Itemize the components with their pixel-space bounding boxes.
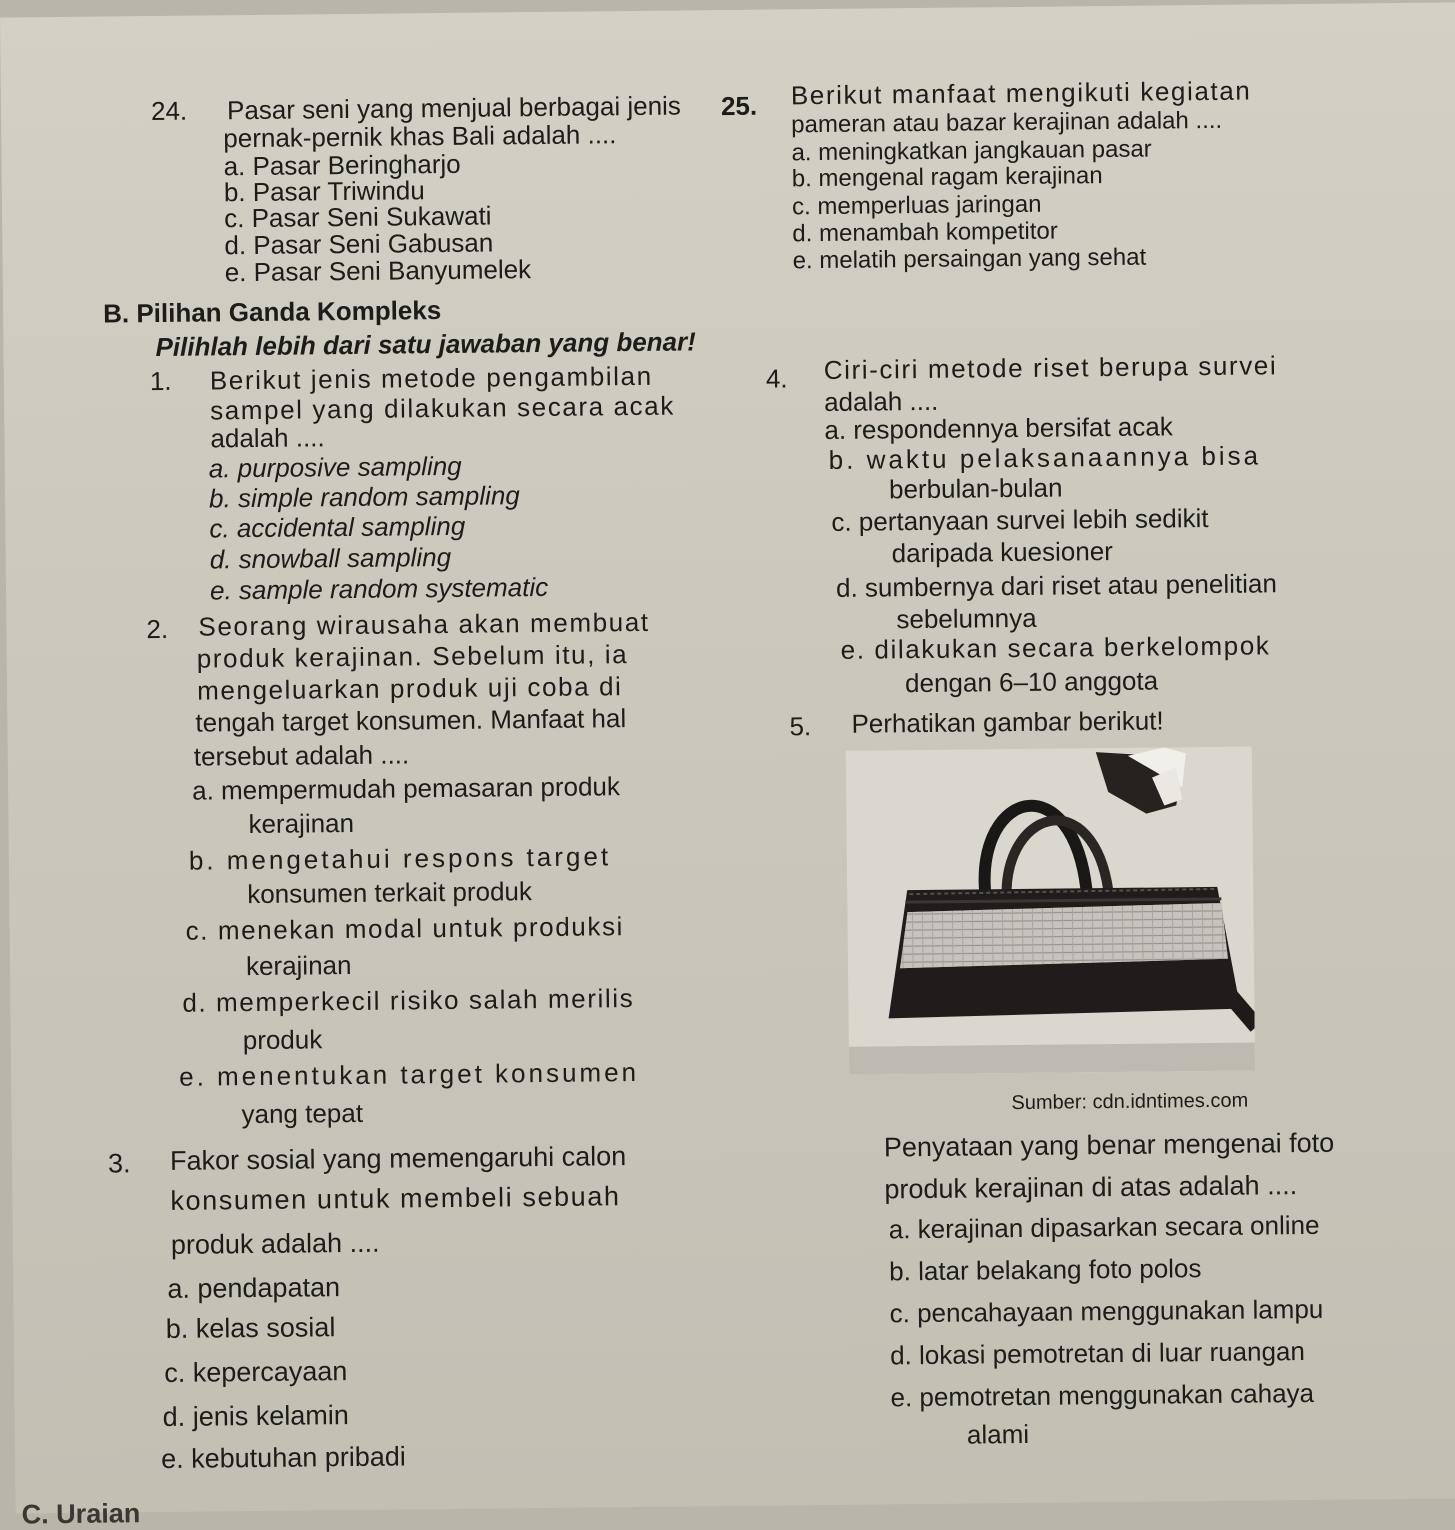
q5-option-e: e. pemotretan menggunakan cahaya [890, 1377, 1315, 1413]
q2-stem-line-3: mengeluarkan produk uji coba di [196, 671, 623, 706]
q2-option-a: a. mempermudah pemasaran produk [191, 771, 621, 806]
q25-option-c: c. memperluas jaringan [791, 190, 1042, 221]
q4-option-e-cont: dengan 6–10 anggota [904, 665, 1159, 699]
handbag-product-photo [846, 747, 1255, 1075]
handbag-illustration [846, 747, 1255, 1075]
q1-option-c: c. accidental sampling [209, 510, 466, 544]
section-c-title: C. Uraian [21, 1498, 141, 1530]
q4-stem-line-2: adalah .... [823, 385, 939, 418]
q24-option-a: a. Pasar Beringharjo [223, 148, 461, 182]
q2-option-e: e. menentukan target konsumen [178, 1056, 640, 1092]
q25-stem-line-2: pameran atau bazar kerajinan adalah .... [791, 106, 1223, 139]
q2-stem-line-2: produk kerajinan. Sebelum itu, ia [196, 639, 629, 674]
q24-stem-line-1: Pasar seni yang menjual berbagai jenis [226, 90, 681, 126]
q25-option-d: d. menambah kompetitor [792, 217, 1058, 248]
q25-number: 25. [720, 90, 758, 122]
q1-option-d: d. snowball sampling [209, 541, 452, 575]
q5-option-a: a. kerajinan dipasarkan secara online [888, 1209, 1320, 1245]
q4-option-b: b. waktu pelaksanaannya bisa [828, 440, 1262, 475]
q4-option-d-cont: sebelumnya [896, 602, 1037, 635]
q4-option-b-cont: berbulan-bulan [888, 472, 1063, 505]
q2-option-d: d. memperkecil risiko salah merilis [182, 983, 635, 1018]
q2-option-e-cont: yang tepat [241, 1097, 364, 1130]
q4-option-d: d. sumbernya dari riset atau penelitian [835, 568, 1278, 603]
q2-option-a-cont: kerajinan [248, 807, 355, 840]
q1-stem-line-2: sampel yang dilakukan secara acak [210, 390, 675, 426]
q25-option-e: e. melatih persaingan yang sehat [792, 243, 1147, 275]
q24-stem-line-2: pernak-pernik khas Bali adalah .... [223, 119, 617, 154]
q3-stem-line-3: produk adalah .... [170, 1227, 380, 1260]
q2-number: 2. [146, 613, 169, 645]
q24-number: 24. [150, 95, 188, 127]
q2-stem-line-5: tersebut adalah .... [193, 739, 410, 772]
q3-option-c: c. kepercayaan [164, 1356, 348, 1388]
q5-stem: Perhatikan gambar berikut! [851, 705, 1164, 739]
q5-option-b: b. latar belakang foto polos [889, 1253, 1202, 1287]
q4-stem-line-1: Ciri-ciri metode riset berupa survei [823, 350, 1278, 386]
q2-stem-line-4: tengah target konsumen. Manfaat hal [195, 703, 627, 738]
q1-option-e: e. sample random systematic [209, 571, 549, 606]
section-b-instruction: Pilihlah lebih dari satu jawaban yang benar! [155, 326, 696, 363]
q1-option-b: b. simple random sampling [208, 480, 520, 514]
q4-option-e: e. dilakukan secara berkelompok [840, 630, 1271, 665]
q3-stem-line-2: konsumen untuk membeli sebuah [170, 1181, 621, 1216]
q5-question-line-1: Penyataan yang benar mengenai foto [883, 1127, 1335, 1163]
q1-stem-line-3: adalah .... [210, 422, 325, 454]
q1-number: 1. [149, 365, 172, 397]
q2-option-b: b. mengetahui respons target [188, 841, 612, 876]
q3-stem-line-1: Fakor sosial yang memengaruhi calon [169, 1141, 627, 1176]
q3-option-a: a. pendapatan [167, 1272, 341, 1304]
q24-option-e: e. Pasar Seni Banyumelek [224, 254, 532, 288]
q1-option-a: a. purposive sampling [208, 450, 462, 484]
q24-option-b: b. Pasar Triwindu [223, 175, 425, 208]
q2-option-d-cont: produk [242, 1024, 323, 1056]
q5-image-source: Sumber: cdn.idntimes.com [1011, 1089, 1249, 1115]
q5-option-c: c. pencahayaan menggunakan lampu [889, 1293, 1324, 1329]
q25-stem-line-1: Berikut manfaat mengikuti kegiatan [790, 75, 1252, 111]
q4-option-c-cont: daripada kuesioner [891, 535, 1113, 569]
q3-option-b: b. kelas sosial [165, 1312, 336, 1344]
q24-option-d: d. Pasar Seni Gabusan [224, 227, 494, 261]
q1-stem-line-1: Berikut jenis metode pengambilan [209, 360, 653, 396]
q3-number: 3. [107, 1148, 131, 1179]
q25-option-b: b. mengenal ragam kerajinan [791, 162, 1103, 193]
q5-number: 5. [789, 711, 812, 742]
q25-option-a: a. meningkatkan jangkauan pasar [791, 135, 1152, 167]
q2-stem-line-1: Seorang wirausaha akan membuat [198, 606, 650, 642]
q5-option-e-cont: alami [966, 1418, 1030, 1450]
q5-question-line-2: produk kerajinan di atas adalah .... [884, 1170, 1298, 1205]
q5-option-d: d. lokasi pemotretan di luar ruangan [889, 1336, 1306, 1371]
q2-option-c: c. menekan modal untuk produksi [185, 911, 625, 946]
q3-option-d: d. jenis kelamin [162, 1400, 349, 1432]
q4-option-a: a. respondennya bersifat acak [824, 411, 1173, 446]
q4-option-c: c. pertanyaan survei lebih sedikit [831, 502, 1209, 537]
q2-option-c-cont: kerajinan [245, 949, 352, 982]
q4-number: 4. [765, 363, 788, 394]
q24-option-c: c. Pasar Seni Sukawati [223, 200, 492, 234]
q3-option-e: e. kebutuhan pribadi [160, 1441, 406, 1475]
section-b-title: B. Pilihan Ganda Kompleks [102, 295, 442, 329]
q2-option-b-cont: konsumen terkait produk [247, 876, 533, 910]
worksheet-page [0, 2, 1455, 1530]
